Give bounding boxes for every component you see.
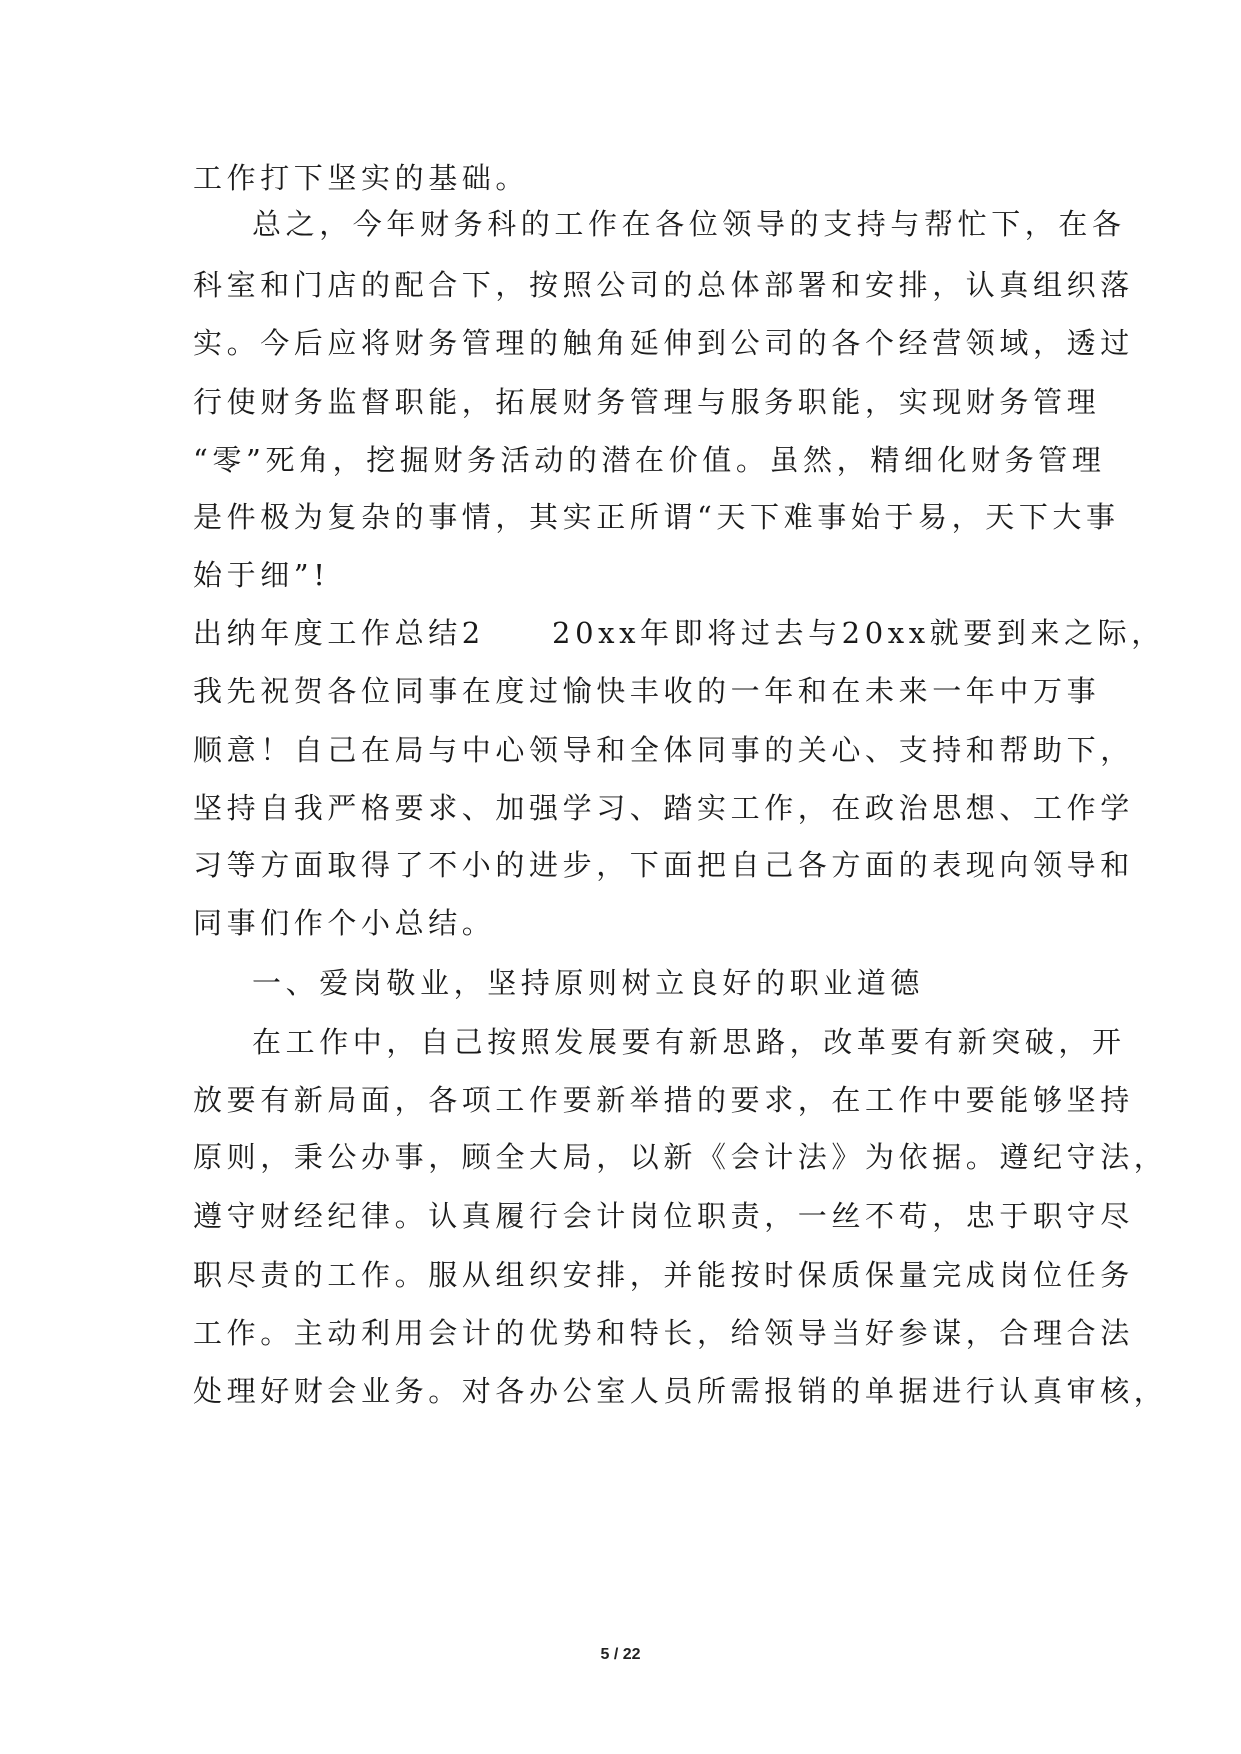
text-line: 习等方面取得了不小的进步，下面把自己各方面的表现向领导和 [193, 848, 1134, 882]
text-line: 行使财务监督职能，拓展财务管理与服务职能，实现财务管理 [193, 385, 1101, 419]
text-line: 同事们作个小总结。 [193, 906, 496, 940]
text-line: 工作。主动利用会计的优势和特长，给领导当好参谋，合理合法 [193, 1316, 1134, 1350]
text-line: 是件极为复杂的事情，其实正所谓“天下难事始于易，天下大事 [193, 500, 1120, 534]
text-line: 职尽责的工作。服从组织安排，并能按时保质保量完成岗位任务 [193, 1258, 1134, 1292]
page-number: 5 / 22 [600, 1646, 641, 1663]
text-line: 坚持自我严格要求、加强学习、踏实工作，在政治思想、工作学 [193, 791, 1134, 825]
subheading-line: 一、爱岗敬业，坚持原则树立良好的职业道德 [252, 966, 925, 1000]
text-line: “零”死角，挖掘财务活动的潜在价值。虽然，精细化财务管理 [193, 443, 1106, 477]
text-line: 科室和门店的配合下，按照公司的总体部署和安排，认真组织落 [193, 268, 1134, 302]
text-line: 放要有新局面，各项工作要新举措的要求，在工作中要能够坚持 [193, 1083, 1134, 1117]
text-line: 处理好财会业务。对各办公室人员所需报销的单据进行认真审核， [193, 1374, 1168, 1408]
text-line: 工作打下坚实的基础。 [193, 161, 530, 195]
text-line: 顺意！自己在局与中心领导和全体同事的关心、支持和帮助下， [193, 733, 1134, 767]
text-line: 我先祝贺各位同事在度过愉快丰收的一年和在未来一年中万事 [193, 674, 1101, 708]
text-line: 在工作中，自己按照发展要有新思路，改革要有新突破，开 [252, 1025, 1126, 1059]
text-line: 总之，今年财务科的工作在各位领导的支持与帮忙下，在各 [252, 207, 1126, 241]
section-heading-line: 出纳年度工作总结2 20xx年即将过去与20xx就要到来之际， [193, 616, 1165, 650]
text-line: 始于细”! [193, 558, 330, 592]
text-line: 遵守财经纪律。认真履行会计岗位职责，一丝不苟，忠于职守尽 [193, 1199, 1134, 1233]
text-line: 原则，秉公办事，顾全大局，以新《会计法》为依据。遵纪守法， [193, 1140, 1168, 1174]
text-line: 实。今后应将财务管理的触角延伸到公司的各个经营领域，透过 [193, 326, 1134, 360]
